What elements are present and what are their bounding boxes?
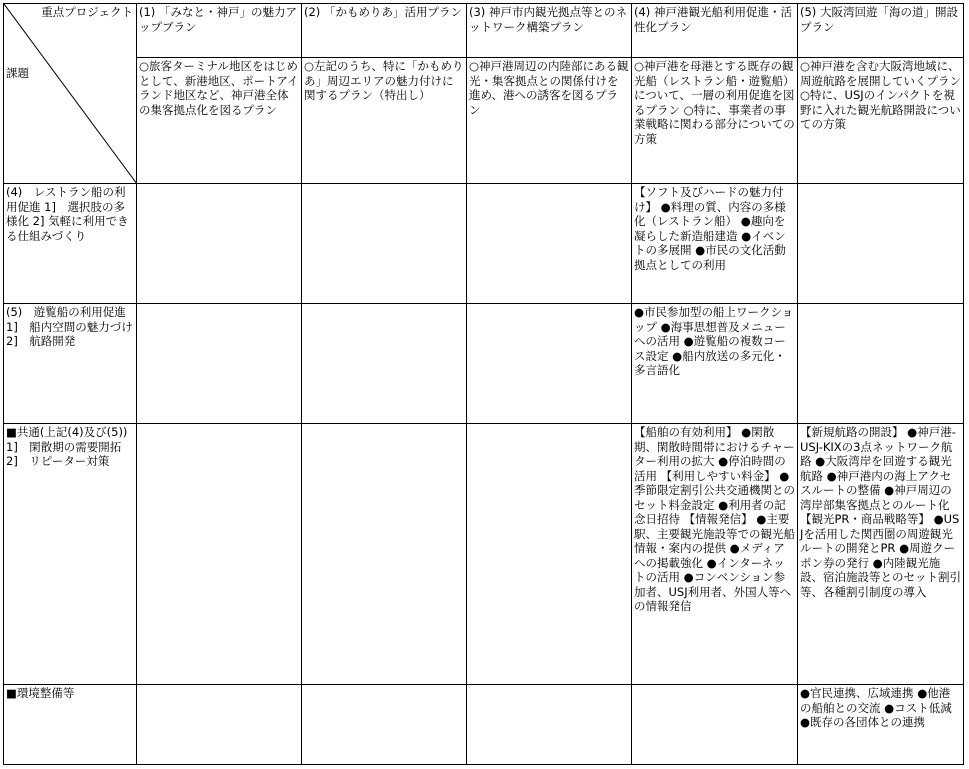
project-2-title: (2) 「かもめりあ」活用プラン (302, 4, 467, 58)
project-2-description: ○左記のうち、特に「かもめりあ」周辺エリアの魅力付けに関するプラン（特出し） (302, 58, 467, 184)
matrix-cell (632, 685, 798, 765)
matrix-cell (798, 304, 964, 424)
corner-label-projects: 重点プロジェクト (41, 5, 133, 19)
project-5-description: ○神戸港を含む大阪湾地域に、周遊航路を展開していくプラン ○特に、USJのインパクトを視野に入れた観光航路開設についての方策 (798, 58, 964, 184)
project-4-description: ○神戸港を母港とする既存の観光船（レストラン船・遊覧船）について、一層の利用促進を図るプラン ○特に、事業者の事業戦略に関わる部分についての方策 (632, 58, 798, 184)
diagonal-divider (4, 4, 137, 184)
table-row-restaurant-ship (4, 184, 964, 304)
matrix-cell: 【新規航路の開設】 ●神戸港-USJ-KIXの3点ネットワーク航路 ●大阪湾岸を回遊する観光航路 ●神戸港内の海上アクセスルートの整備 ●神戸周辺の湾岸部集客拠点とのルート化 【観光PR・商品戦略等】 ●USJを活用した関西圏の周遊観光ルートの開発とPR ●周遊クーポン券の発行 ●内陸観光施設、宿泊施設等とのセット割引等、各種割引制度の導入 (798, 424, 964, 685)
issue-sightseeing-boat: (5) 遊覧船の利用促進 1] 船内空間の魅力づけ 2] 航路開発 (4, 304, 137, 424)
project-matrix-table (3, 3, 964, 765)
project-3-title: (3) 神戸市内観光拠点等とのネットワーク構築プラン (467, 4, 632, 58)
table-row-environment (4, 685, 964, 765)
project-4-title: (4) 神戸港観光船利用促進・活性化プラン (632, 4, 798, 58)
corner-header-cell (4, 4, 137, 184)
issue-environment: ■環境整備等 (4, 685, 137, 765)
project-3-description: ○神戸港周辺の内陸部にある観光・集客拠点との関係付けを進め、港への誘客を図るプラン (467, 58, 632, 184)
matrix-cell: 【ソフト及びハードの魅力付け】 ●料理の質、内容の多様化（レストラン船） ●趣向を凝らした新造船建造 ●イベントの多展開 ●市民の文化活動拠点としての利用 (632, 184, 798, 304)
matrix-cell (302, 184, 467, 304)
matrix-cell (302, 685, 467, 765)
matrix-cell: ●官民連携、広域連携 ●他港の船舶との交流 ●コスト低減 ●既存の各団体との連携 (798, 685, 964, 765)
project-1-title: (1) 「みなと・神戸」の魅力アップブラン (137, 4, 302, 58)
issue-common: ■共通(上記(4)及び(5)) 1] 閑散期の需要開拓 2] リピーター対策 (4, 424, 137, 685)
issue-restaurant-ship: (4) レストラン船の利用促進 1] 選択肢の多様化 2] 気軽に利用できる仕組みづくり (4, 184, 137, 304)
matrix-cell (467, 184, 632, 304)
matrix-cell (137, 424, 302, 685)
matrix-cell (798, 184, 964, 304)
project-5-title: (5) 大阪湾回遊「海の道」開設プラン (798, 4, 964, 58)
matrix-cell (137, 184, 302, 304)
matrix-cell (137, 685, 302, 765)
table-row-common (4, 424, 964, 685)
matrix-cell (137, 304, 302, 424)
header-description-row (4, 58, 964, 184)
matrix-cell (467, 424, 632, 685)
matrix-cell: ●市民参加型の船上ワークショップ ●海事思想普及メニューへの活用 ●遊覧船の複数コース設定 ●船内放送の多元化・多言語化 (632, 304, 798, 424)
matrix-cell (467, 685, 632, 765)
project-1-description: ○旅客ターミナル地区をはじめとして、新港地区、ポートアイランド地区など、神戸港全体の集客拠点化を図るプラン (137, 58, 302, 184)
header-title-row (4, 4, 964, 58)
matrix-cell: 【船舶の有効利用】 ●閑散期、閑散時間帯におけるチャーター利用の拡大 ●停泊時間の活用 【利用しやすい料金】 ●季節限定割引公共交通機関とのセット料金設定 ●利用者の記念日招待 【情報発信】 ●主要駅、主要観光施設等での観光船情報・案内の提供 ●メディアへの掲載強化 ●インターネットの活用 ●コンベンション参加者、USJ利用者、外国人等への情報発信 (632, 424, 798, 685)
matrix-cell (302, 304, 467, 424)
table-row-sightseeing-boat (4, 304, 964, 424)
corner-label-issues: 課題 (6, 66, 29, 80)
matrix-cell (467, 304, 632, 424)
matrix-cell (302, 424, 467, 685)
